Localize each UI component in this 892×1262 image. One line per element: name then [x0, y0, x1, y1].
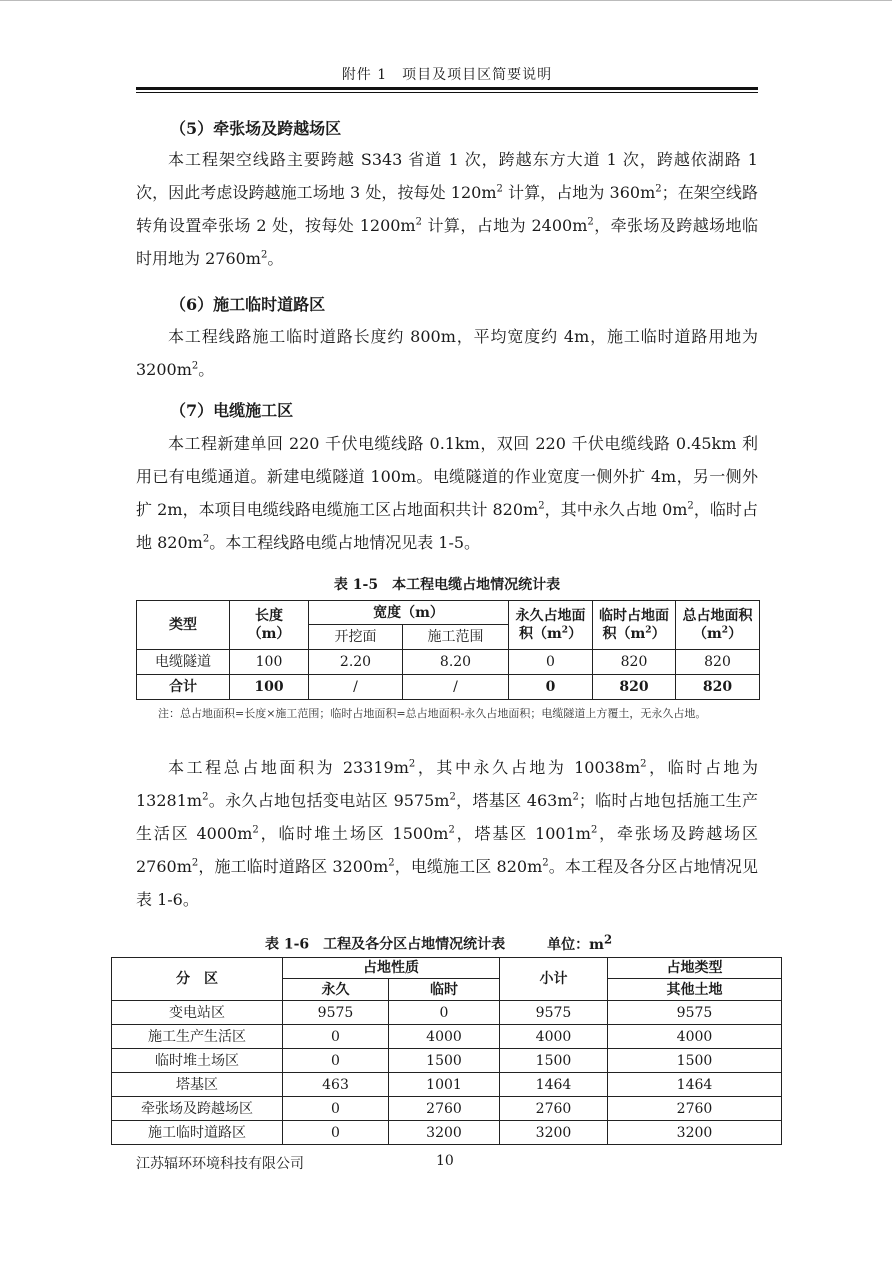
table-cell: 9575	[608, 1001, 782, 1025]
th-temporary: 临时占地面积$(m^2)$	[593, 601, 676, 650]
table-cell: 0	[283, 1049, 389, 1073]
table-cell: 2760	[389, 1097, 500, 1121]
table-cell: 施工临时道路区	[112, 1121, 283, 1145]
section-heading-7: （7）电缆施工区	[170, 401, 294, 420]
th-permanent: 永久	[283, 979, 389, 1001]
table-cell: 820	[676, 650, 760, 675]
table-1-6-unit: 单位：$m^2$	[547, 932, 613, 953]
th-permanent: 永久占地面积$(m^2)$	[509, 601, 593, 650]
th-zone: 分 区	[112, 958, 283, 1001]
table-1-6-caption: 表 1-6 工程及各分区占地情况统计表 单位：$m^2$	[265, 932, 613, 953]
table-cell: 0	[509, 675, 593, 700]
section-heading-6: （6）施工临时道路区	[170, 295, 326, 314]
table-cell: 2760	[608, 1097, 782, 1121]
table-cell: 3200	[500, 1121, 608, 1145]
table-cell: 塔基区	[112, 1073, 283, 1097]
table-cell: 3200	[389, 1121, 500, 1145]
table-1-5-note: 注：总占地面积=长度×施工范围；临时占地面积=总占地面积-永久占地面积；电缆隧道上方覆土，无永久占地。	[158, 707, 707, 720]
table-cell: 9575	[283, 1001, 389, 1025]
table-cell: 1500	[389, 1049, 500, 1073]
footer-company: 江苏辐环环境科技有限公司	[136, 1156, 304, 1172]
table-cell: 820	[593, 650, 676, 675]
section-body-7: 本工程新建单回 220 千伏电缆线路 0.1km，双回 220 千伏电缆线路 0.45km 利用已有电缆通道。新建电缆隧道 100m。电缆隧道的作业宽度一侧外扩 4m，另一侧外扩 2m，本项目电缆线路电缆施工区占地面积共计 $820m^2$，其中永久占地 $0m^2$，临时占地 $820m^2$。本工程线路电缆占地情况见表 1-5。	[136, 434, 758, 552]
table-cell: 0	[283, 1025, 389, 1049]
table-cell: 合计	[137, 675, 230, 700]
table-row	[112, 1073, 782, 1097]
table-row	[112, 1049, 782, 1073]
table-cell: 牵张场及跨越场区	[112, 1097, 283, 1121]
table-row	[112, 1097, 782, 1121]
table-cell: 463	[283, 1073, 389, 1097]
section-heading-5: （5）牵张场及跨越场区	[170, 119, 342, 138]
th-total: 总占地面积$(m^2)$	[676, 601, 760, 650]
table-cell: 8.20	[403, 650, 509, 675]
page-top-border	[0, 0, 892, 1]
table-row	[112, 1025, 782, 1049]
th-width: 宽度（m）	[309, 601, 509, 625]
table-cell: 1500	[500, 1049, 608, 1073]
table-cell: 820	[676, 675, 760, 700]
table-row-total	[137, 675, 760, 700]
summary-paragraph: 本工程总占地面积为 $23319m^2$，其中永久占地为 $10038m^2$，临时占地为 $13281m^2$。永久占地包括变电站区 $9575m^2$，塔基区 $463m^2$；临时占地包括施工生产生活区 $4000m^2$，临时堆土场区 $1500m^2$，塔基区 $1001m^2$，牵张场及跨越场区 $2760m^2$，施工临时道路区 $3200m^2$，电缆施工区 $820m^2$。本工程及各分区占地情况见表 1-6。	[136, 758, 758, 909]
table-cell: 1464	[608, 1073, 782, 1097]
table-1-6-body	[112, 1001, 782, 1145]
table-cell: 0	[389, 1001, 500, 1025]
section-body-6: 本工程线路施工临时道路长度约 800m，平均宽度约 4m，施工临时道路用地为 $3200m^2$。	[136, 327, 758, 379]
table-cell: 9575	[500, 1001, 608, 1025]
table-cell: 0	[283, 1097, 389, 1121]
table-cell: 4000	[608, 1025, 782, 1049]
th-trench: 开挖面	[309, 625, 403, 650]
table-cell: 0	[509, 650, 593, 675]
table-cell: 临时堆土场区	[112, 1049, 283, 1073]
table-cell: 2760	[500, 1097, 608, 1121]
table-cell: 820	[593, 675, 676, 700]
table-row	[112, 1121, 782, 1145]
th-length: 长度 （m）	[230, 601, 309, 650]
table-cell: 4000	[389, 1025, 500, 1049]
th-construction: 施工范围	[403, 625, 509, 650]
table-cell: 0	[283, 1121, 389, 1145]
th-temporary: 临时	[389, 979, 500, 1001]
table-cell: 1464	[500, 1073, 608, 1097]
table-row	[112, 1001, 782, 1025]
table-cell: 变电站区	[112, 1001, 283, 1025]
table-1-5	[136, 600, 760, 700]
table-row	[137, 650, 760, 675]
table-cell: 3200	[608, 1121, 782, 1145]
table-cell: 100	[230, 650, 309, 675]
table-cell: 1001	[389, 1073, 500, 1097]
table-cell: 2.20	[309, 650, 403, 675]
table-cell: 4000	[500, 1025, 608, 1049]
table-cell: /	[403, 675, 509, 700]
th-other-land: 其他土地	[608, 979, 782, 1001]
table-cell: 1500	[608, 1049, 782, 1073]
table-cell: /	[309, 675, 403, 700]
page-number: 10	[436, 1153, 454, 1169]
th-subtotal: 小计	[500, 958, 608, 1001]
table-1-6	[111, 957, 782, 1145]
section-body-5: 本工程架空线路主要跨越 S343 省道 1 次，跨越东方大道 1 次，跨越依湖路 1 次，因此考虑设跨越施工场地 3 处，按每处 $120m^2$ 计算，占地为 $360m^2$；在架空线路转角设置牵张场 2 处，按每处 $1200m^2$ 计算，占地为 $2400m^2$，牵张场及跨越场地临时用地为 $2760m^2$。	[136, 150, 758, 268]
th-landtype: 占地类型	[608, 958, 782, 979]
table-cell: 施工生产生活区	[112, 1025, 283, 1049]
running-header: 附件 1 项目及项目区简要说明	[341, 67, 553, 83]
table-1-5-caption: 表 1-5 本工程电缆占地情况统计表	[333, 577, 561, 593]
th-type: 类型	[137, 601, 230, 650]
header-rule-thick	[136, 87, 758, 90]
header-rule-thin	[136, 92, 758, 93]
table-cell: 100	[230, 675, 309, 700]
th-nature: 占地性质	[283, 958, 500, 979]
table-cell: 电缆隧道	[137, 650, 230, 675]
